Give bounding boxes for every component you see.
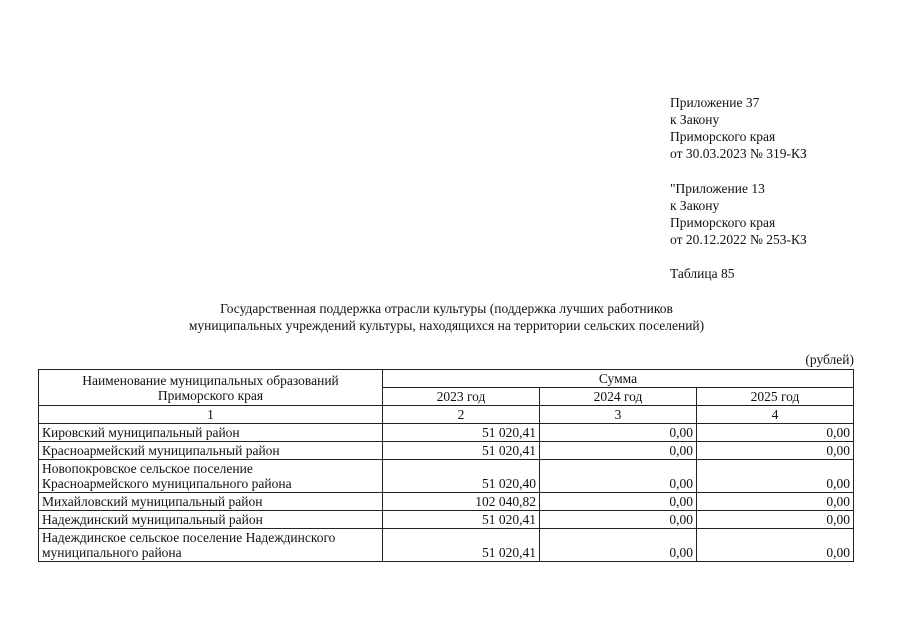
appendix-13-block: [670, 180, 807, 248]
row-value-2023: 51 020,41: [383, 511, 540, 529]
header-name-line1: Наименование муниципальных образований: [82, 372, 339, 388]
row-name-cell: [39, 493, 383, 511]
row-name: Новопокровское сельское поселение: [42, 461, 253, 476]
row-name-cell: [39, 460, 383, 493]
units-label: (рублей): [805, 352, 854, 367]
appendix-13-line4: от 20.12.2022 № 253-КЗ: [670, 232, 807, 247]
document-title: [40, 300, 853, 334]
table-row: [39, 424, 854, 442]
row-value-2024: 0,00: [540, 529, 697, 562]
header-name-line2: Приморского края: [157, 387, 264, 403]
row-value-2025: 0,00: [697, 424, 854, 442]
header-year-2025: 2025 год: [697, 388, 854, 406]
row-value-2024: 0,00: [540, 493, 697, 511]
table-row: [39, 511, 854, 529]
row-name: Надеждинское сельское поселение Надеждинского: [42, 530, 336, 545]
row-value-2025: 0,00: [697, 529, 854, 562]
row-value-2023: 51 020,41: [383, 424, 540, 442]
row-name: Михайловский муниципальный район: [42, 494, 263, 509]
row-name: Надеждинский муниципальный район: [42, 512, 263, 527]
table-row: [39, 493, 854, 511]
row-value-2025: 0,00: [697, 511, 854, 529]
appendix-37-block: [670, 94, 807, 162]
row-value-2024: 0,00: [540, 424, 697, 442]
row-value-2024: 0,00: [540, 511, 697, 529]
document-title-line1: Государственная поддержка отрасли культуры (поддержка лучших работников: [220, 301, 673, 316]
document-title-line2: муниципальных учреждений культуры, находящихся на территории сельских поселений): [188, 318, 705, 333]
row-value-2023: 102 040,82: [383, 493, 540, 511]
row-value-2025: 0,00: [697, 442, 854, 460]
header-row-1: [39, 370, 854, 388]
row-name: Красноармейский муниципальный район: [42, 443, 280, 458]
row-value-2025: 0,00: [697, 460, 854, 493]
row-value-2024: 0,00: [540, 442, 697, 460]
appendix-37-line4: от 30.03.2023 № 319-КЗ: [670, 146, 807, 161]
appendix-13-line1: "Приложение 13: [670, 181, 765, 196]
column-number-2: 2: [383, 406, 540, 424]
column-number-4: 4: [697, 406, 854, 424]
row-name-cell: [39, 529, 383, 562]
header-name-cell: [39, 370, 383, 406]
table-row: [39, 442, 854, 460]
table-row: [39, 529, 854, 562]
header-year-2024: 2024 год: [540, 388, 697, 406]
row-name-continued: Красноармейского муниципального района: [42, 476, 292, 491]
table-number: Таблица 85: [670, 266, 735, 281]
appendix-37-line2: к Закону: [670, 112, 720, 127]
row-name-continued: муниципального района: [42, 545, 182, 560]
appendix-13-line3: Приморского края: [670, 215, 776, 230]
header-year-2023: 2023 год: [383, 388, 540, 406]
column-number-row: [39, 406, 854, 424]
appendix-37-line3: Приморского края: [670, 129, 776, 144]
row-value-2023: 51 020,41: [383, 442, 540, 460]
row-value-2024: 0,00: [540, 460, 697, 493]
subsidy-table: [38, 369, 854, 562]
row-name-cell: [39, 424, 383, 442]
row-value-2023: 51 020,41: [383, 529, 540, 562]
row-value-2023: 51 020,40: [383, 460, 540, 493]
row-value-2025: 0,00: [697, 493, 854, 511]
appendix-37-line1: Приложение 37: [670, 95, 760, 110]
column-number-3: 3: [540, 406, 697, 424]
table-row: [39, 460, 854, 493]
header-sum-cell: Сумма: [383, 370, 854, 388]
row-name-cell: [39, 442, 383, 460]
column-number-1: 1: [39, 406, 383, 424]
row-name-cell: [39, 511, 383, 529]
appendix-13-line2: к Закону: [670, 198, 720, 213]
row-name: Кировский муниципальный район: [42, 425, 240, 440]
